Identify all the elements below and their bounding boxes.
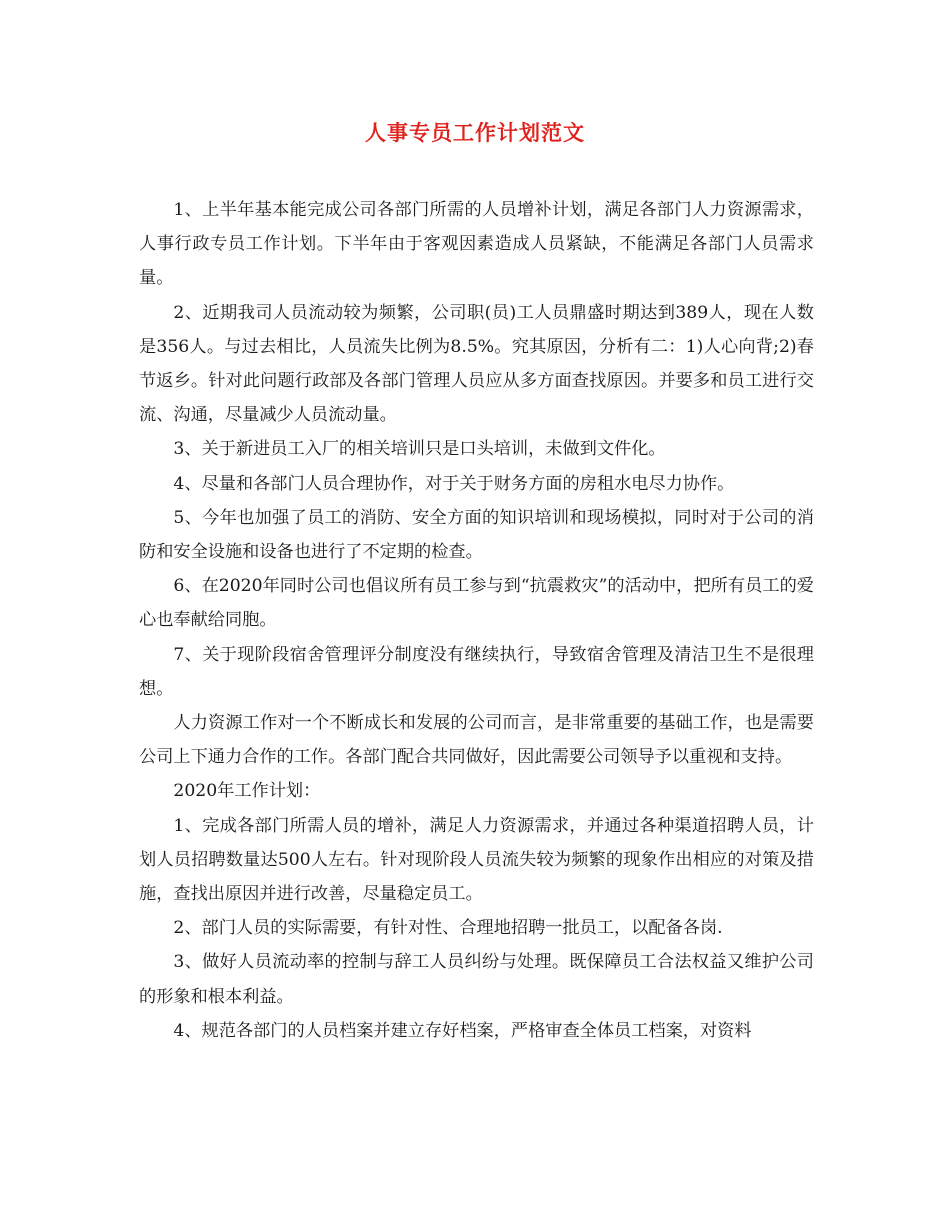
plan-item-1: 1、完成各部门所需人员的增补，满足人力资源需求，并通过各种渠道招聘人员，计划人员招聘数量达500人左右。针对现阶段人员流失较为频繁的现象作出相应的对策及措施，查找出原因并进行改善，尽量稳定员工。 — [139, 815, 814, 905]
document-title: 人事专员工作计划范文 — [365, 121, 585, 145]
plan-item-4: 4、规范各部门的人员档案并建立存好档案，严格审查全体员工档案，对资料 — [173, 1020, 752, 1041]
paragraph-1: 1、上半年基本能完成公司各部门所需的人员增补计划，满足各部门人力资源需求，人事行政专员工作计划。下半年由于客观因素造成人员紧缺，不能满足各部门人员需求量。 — [139, 200, 814, 289]
paragraph-5: 5、今年也加强了员工的消防、安全方面的知识培训和现场模拟，同时对于公司的消防和安全设施和设备也进行了不定期的检查。 — [139, 507, 814, 563]
paragraph-3: 3、关于新进员工入厂的相关培训只是口头培训，未做到文件化。 — [173, 439, 666, 460]
section-heading-2020-plan: 2020年工作计划： — [173, 781, 321, 802]
paragraph-6: 6、在2020年同时公司也倡议所有员工参与到“抗震救灾”的活动中，把所有员工的爱心也奉献给同胞。 — [139, 576, 814, 631]
paragraph-4: 4、尽量和各部门人员合理协作，对于关于财务方面的房租水电尽力协作。 — [173, 473, 735, 494]
paragraph-7: 7、关于现阶段宿舍管理评分制度没有继续执行，导致宿舍管理及清洁卫生不是很理想。 — [139, 644, 814, 699]
plan-item-3: 3、做好人员流动率的控制与辞工人员纠纷与处理。既保障员工合法权益又维护公司的形象和根本利益。 — [139, 952, 814, 1007]
paragraph-2: 2、近期我司人员流动较为频繁，公司职(员)工人员鼎盛时期达到389人，现在人数是356人。与过去相比，人员流失比例为8.5%。究其原因，分析有二：1)人心向背;2)春节返乡。针对此问题行政部及各部门管理人员应从多方面查找原因。并要多和员工进行交流、沟通，尽量减少人员流动量。 — [139, 302, 814, 426]
plan-item-2: 2、部门人员的实际需要，有针对性、合理地招聘一批员工，以配备各岗. — [173, 918, 723, 939]
paragraph-summary: 人力资源工作对一个不断成长和发展的公司而言，是非常重要的基础工作，也是需要公司上下通力合作的工作。各部门配合共同做好，因此需要公司领导予以重视和支持。 — [139, 713, 814, 768]
document-body — [139, 193, 814, 1048]
